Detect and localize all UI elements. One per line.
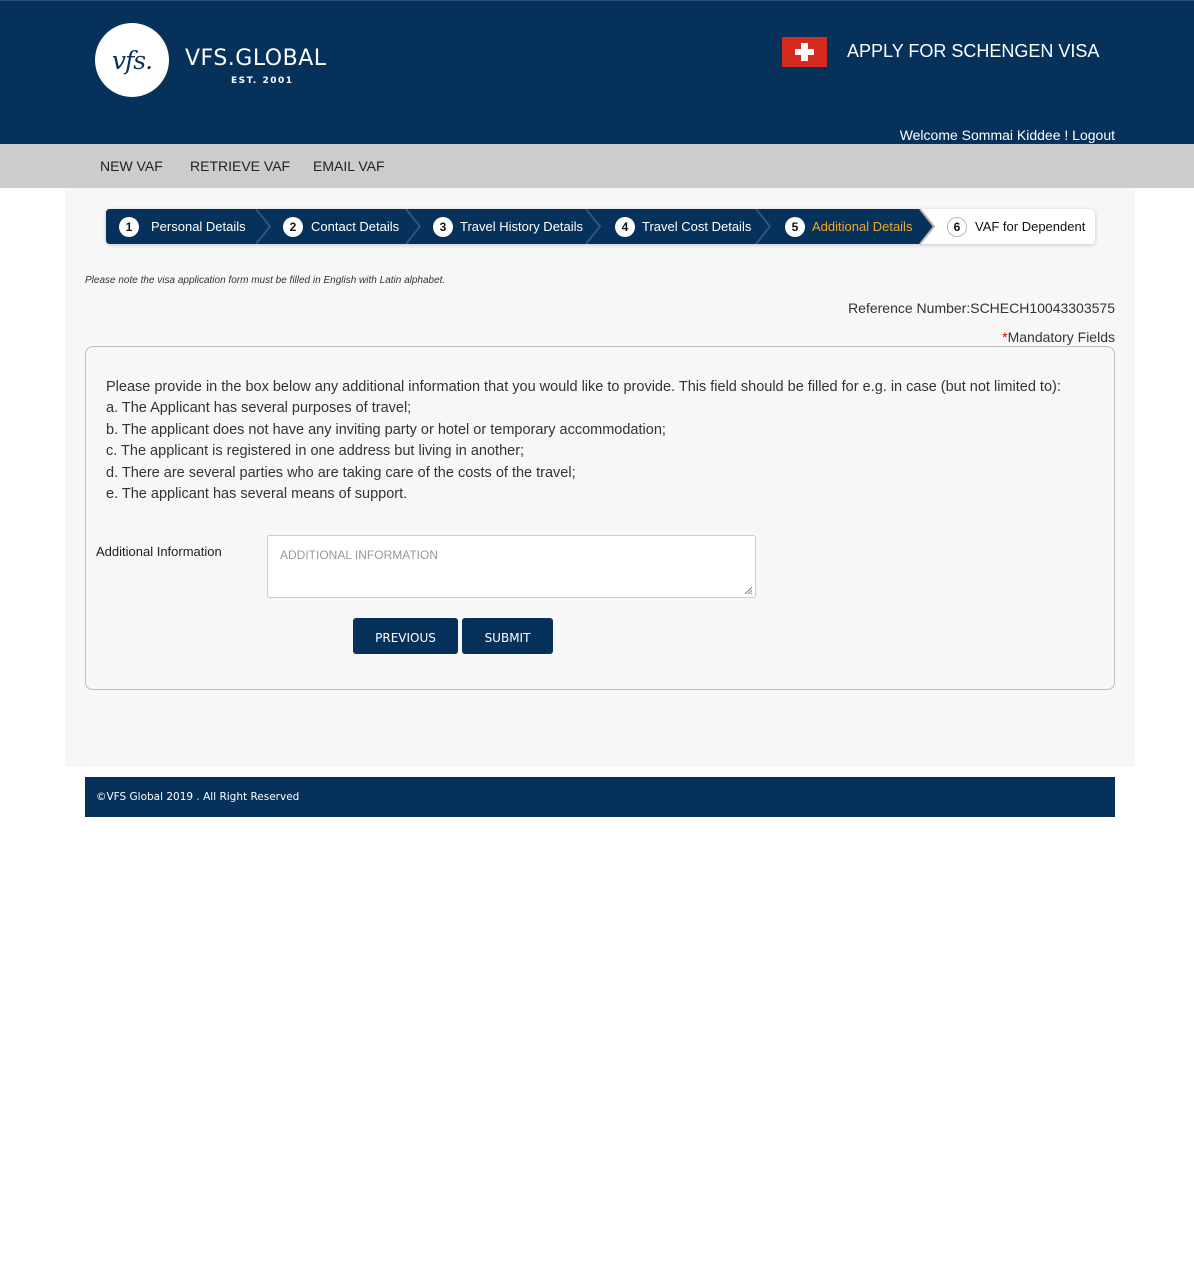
- reference-number: Reference Number:SCHECH10043303575: [848, 300, 1115, 316]
- step-personal-details[interactable]: [119, 209, 246, 244]
- step-label: Travel History Details: [460, 219, 584, 234]
- additional-info-label: Additional Information: [96, 544, 222, 559]
- copyright-text: ©VFS Global 2019 . All Right Reserved: [96, 791, 300, 803]
- previous-button[interactable]: PREVIOUS: [353, 618, 458, 654]
- nav-new-vaf[interactable]: NEW VAF: [100, 158, 163, 174]
- step-number: 2: [283, 217, 303, 237]
- step-number: 4: [615, 217, 635, 237]
- instruction-line: e. The applicant has several means of support.: [106, 486, 408, 503]
- step-additional-details[interactable]: [785, 209, 912, 244]
- logo-established: EST. 2001: [231, 76, 294, 86]
- welcome-text: Welcome Sommai Kiddee !: [899, 127, 1073, 143]
- step-vaf-for-dependent[interactable]: [947, 209, 1085, 244]
- site-header: [0, 0, 1194, 144]
- step-number: 5: [785, 217, 805, 237]
- logo-wordmark[interactable]: VFS.GLOBAL: [185, 46, 327, 71]
- step-travel-cost-details[interactable]: [615, 209, 751, 244]
- step-label: Contact Details: [311, 219, 400, 234]
- page-title: APPLY FOR SCHENGEN VISA: [847, 41, 1100, 61]
- submit-button[interactable]: SUBMIT: [462, 618, 553, 654]
- step-number: 1: [119, 217, 139, 237]
- instruction-line: c. The applicant is registered in one address but living in another;: [106, 443, 525, 460]
- instruction-line: Please provide in the box below any additional information that you would like to provide. This field should be filled for e.g. in case (but not limited to):: [106, 379, 1061, 395]
- instruction-line: b. The applicant does not have any inviting party or hotel or temporary accommodation;: [106, 421, 666, 438]
- logout-link[interactable]: Logout: [1072, 127, 1115, 143]
- site-footer: [85, 777, 1115, 817]
- step-label: VAF for Dependent: [975, 219, 1086, 234]
- welcome-bar: [900, 127, 1115, 143]
- logo-mark: vfs.: [111, 45, 153, 75]
- main-nav: [0, 144, 1194, 188]
- switzerland-flag-icon: [782, 37, 827, 67]
- nav-retrieve-vaf[interactable]: RETRIEVE VAF: [190, 158, 291, 174]
- instruction-line: d. There are several parties who are taking care of the costs of the travel;: [106, 464, 576, 481]
- step-number: 3: [433, 217, 453, 237]
- mandatory-label: Mandatory Fields: [1007, 329, 1115, 345]
- step-label: Travel Cost Details: [642, 219, 752, 234]
- additional-info-textarea[interactable]: [267, 535, 756, 598]
- instruction-line: a. The Applicant has several purposes of travel;: [106, 400, 412, 417]
- vfs-logo-icon[interactable]: [95, 23, 169, 97]
- step-label: Personal Details: [151, 219, 246, 234]
- language-note: Please note the visa application form must be filled in English with Latin alphabet.: [85, 275, 446, 286]
- mandatory-fields-note: [1002, 329, 1115, 345]
- step-number: 6: [947, 217, 967, 237]
- step-contact-details[interactable]: [283, 209, 399, 244]
- instructions: [106, 377, 1061, 505]
- required-star: *: [1002, 329, 1008, 345]
- step-label: Additional Details: [812, 219, 913, 234]
- nav-email-vaf[interactable]: EMAIL VAF: [313, 158, 385, 174]
- progress-stepper: [106, 209, 1095, 244]
- step-travel-history-details[interactable]: [433, 209, 583, 244]
- additional-details-panel: [85, 346, 1115, 690]
